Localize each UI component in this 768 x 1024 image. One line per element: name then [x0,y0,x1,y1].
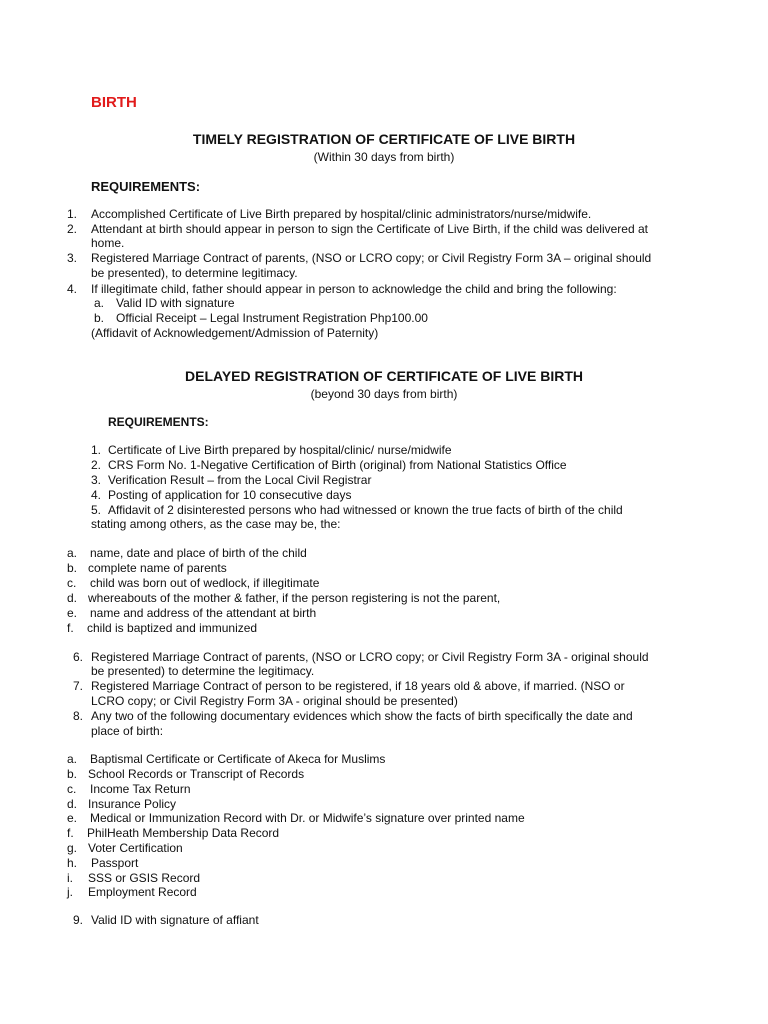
delayed-item-3-text: Verification Result – from the Local Civil Registrar [108,473,372,487]
timely-subitem-b-text: Official Receipt – Legal Instrument Registration Php100.00 [116,311,428,325]
delayed-item-9-number: 9. [73,913,84,927]
delayed-item-1-text: Certificate of Live Birth prepared by hospital/clinic/ nurse/midwife [108,443,452,457]
evidence-a-letter: a. [67,752,78,766]
evidence-c-text: Income Tax Return [90,782,191,796]
evidence-i-text: SSS or GSIS Record [88,871,201,885]
delayed-item-7-text: Registered Marriage Contract of person to be registered, if 18 years old & above, if married. (NSO or [91,679,625,693]
delayed-item-8-number: 8. [73,709,84,723]
delayed-subheading: (beyond 30 days from birth) [310,387,458,401]
evidence-e-letter: e. [67,811,78,825]
evidence-j-letter: j. [67,885,73,899]
delayed-item-2-text: CRS Form No. 1-Negative Certification of Birth (original) from National Statistics Office [108,458,567,472]
evidence-f-letter: f. [67,826,74,840]
delayed-item-6-text-cont: be presented) to determine the legitimacy. [91,664,315,678]
evidence-g-text: Voter Certification [88,841,183,855]
evidence-a-text: Baptismal Certificate or Certificate of Akeca for Muslims [90,752,386,766]
delayed-item-8-text-cont: place of birth: [91,724,164,738]
delayed-item-8-text: Any two of the following documentary evidences which show the facts of birth specifically the date and [91,709,633,723]
evidence-d-text: Insurance Policy [88,797,177,811]
evidence-h-letter: h. [67,856,78,870]
fact-d-letter: d. [67,591,78,605]
evidence-c-letter: c. [67,782,77,796]
delayed-item-5-text-cont: stating among others, as the case may be, the: [91,517,341,531]
delayed-item-3-number: 3. [91,473,102,487]
fact-b-letter: b. [67,561,78,575]
timely-item-3-number: 3. [67,251,78,265]
delayed-item-9-text: Valid ID with signature of affiant [91,913,259,927]
timely-subheading: (Within 30 days from birth) [313,150,455,164]
timely-item-2-text-cont: home. [91,236,125,250]
delayed-item-7-number: 7. [73,679,84,693]
delayed-item-2-number: 2. [91,458,102,472]
evidence-e-text: Medical or Immunization Record with Dr. or Midwife’s signature over printed name [90,811,525,825]
evidence-j-text: Employment Record [88,885,197,899]
delayed-item-5-text: Affidavit of 2 disinterested persons who had witnessed or known the true facts of birth of the child [108,503,623,517]
evidence-i-letter: i. [67,871,73,885]
fact-c-text: child was born out of wedlock, if illegitimate [90,576,320,590]
delayed-item-5-number: 5. [91,503,102,517]
timely-note: (Affidavit of Acknowledgement/Admission of Paternity) [91,326,379,340]
fact-e-text: name and address of the attendant at birth [90,606,317,620]
evidence-f-text: PhilHeath Membership Data Record [87,826,280,840]
delayed-item-4-text: Posting of application for 10 consecutive days [108,488,352,502]
evidence-g-letter: g. [67,841,78,855]
fact-f-text: child is baptized and immunized [87,621,258,635]
evidence-h-text: Passport [91,856,139,870]
delayed-heading: DELAYED REGISTRATION OF CERTIFICATE OF LIVE BIRTH [185,368,583,384]
timely-subitem-a-letter: a. [94,296,105,310]
fact-c-letter: c. [67,576,77,590]
timely-item-1-text: Accomplished Certificate of Live Birth prepared by hospital/clinic administrators/nurse/midwife. [91,207,592,221]
fact-a-text: name, date and place of birth of the child [90,546,307,560]
delayed-item-6-text: Registered Marriage Contract of parents, (NSO or LCRO copy; or Civil Registry Form 3A - original should [91,650,649,664]
timely-item-4-text: If illegitimate child, father should appear in person to acknowledge the child and bring the following: [91,282,617,296]
fact-d-text: whereabouts of the mother & father, if the person registering is not the parent, [88,591,501,605]
fact-b-text: complete name of parents [88,561,227,575]
timely-subitem-a-text: Valid ID with signature [116,296,235,310]
timely-subitem-b-letter: b. [94,311,105,325]
timely-heading: TIMELY REGISTRATION OF CERTIFICATE OF LIVE BIRTH [192,131,576,147]
delayed-item-7-text-cont: LCRO copy; or Civil Registry Form 3A - original should be presented) [91,694,458,708]
fact-f-letter: f. [67,621,74,635]
timely-item-1-number: 1. [67,207,78,221]
timely-item-3-text-cont: be presented), to determine legitimacy. [91,266,298,280]
delayed-item-6-number: 6. [73,650,84,664]
fact-a-letter: a. [67,546,78,560]
fact-e-letter: e. [67,606,78,620]
delayed-requirements-label: REQUIREMENTS: [108,415,209,429]
evidence-b-letter: b. [67,767,78,781]
delayed-item-1-number: 1. [91,443,102,457]
timely-item-2-text: Attendant at birth should appear in person to sign the Certificate of Live Birth, if the child was delivered at [91,222,648,236]
timely-item-3-text: Registered Marriage Contract of parents, (NSO or LCRO copy; or Civil Registry Form 3A – original should [91,251,652,265]
delayed-item-4-number: 4. [91,488,102,502]
evidence-d-letter: d. [67,797,78,811]
timely-requirements-label: REQUIREMENTS: [91,179,201,194]
timely-item-4-number: 4. [67,282,78,296]
timely-item-2-number: 2. [67,222,78,236]
section-title: BIRTH [91,94,137,111]
evidence-b-text: School Records or Transcript of Records [88,767,305,781]
